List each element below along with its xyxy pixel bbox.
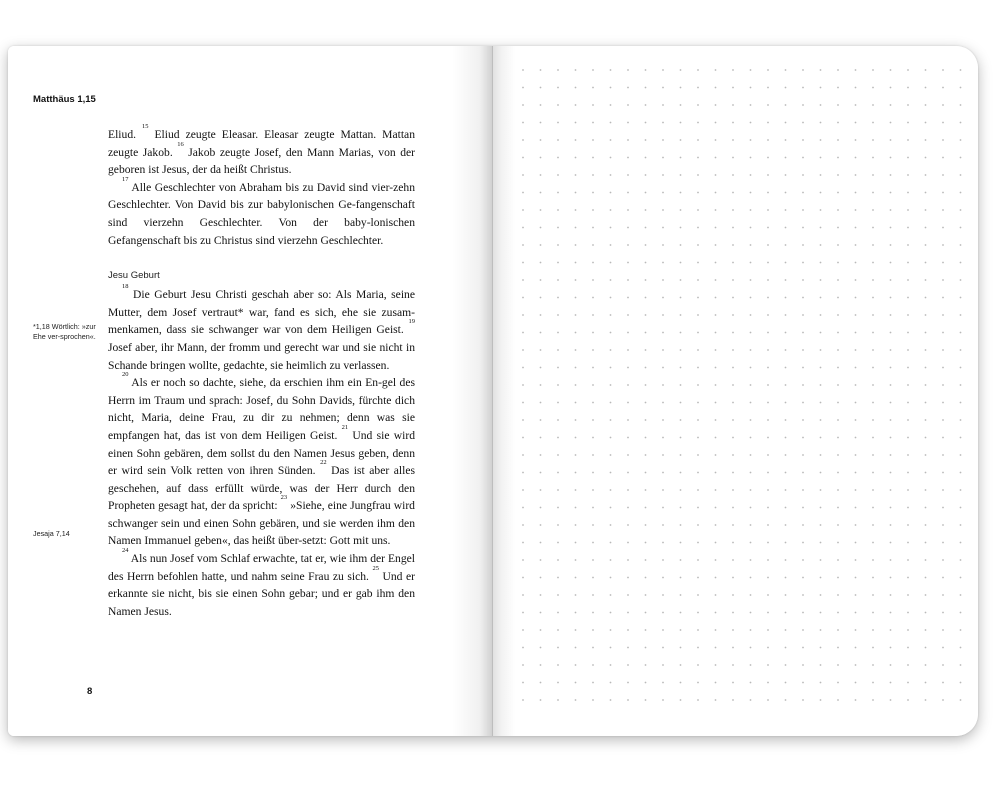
verse-text: Eliud zeugte Eleasar. Eleasar zeugte Mattan. Mattan zeugte Jakob. [108, 128, 415, 159]
running-head: Matthäus 1,15 [33, 94, 96, 105]
paragraph [108, 123, 416, 179]
verse-text: »Siehe, eine Jungfrau wird schwanger sein und einen Sohn gebären, und sie werden ihm den Namen Immanuel geben«, das heißt über-setzt: Gott mit uns. [108, 499, 415, 548]
open-notebook [8, 46, 978, 736]
verse-text: Als nun Josef vom Schlaf erwachte, tat er, wie ihm der Engel des Herrn befohlen hatte, und nahm seine Frau zu sich. [108, 552, 415, 583]
paragraph [108, 547, 415, 620]
scripture-text [108, 123, 416, 620]
section-heading: Jesu Geburt [108, 270, 160, 282]
verse-text: Das ist aber alles geschehen, auf dass erfüllt würde, was der Herr durch den Propheten gesagt hat, der da spricht: [108, 464, 415, 513]
verse-text: Josef aber, ihr Mann, der fromm und gerecht war und sie nicht in Schande bringen wollte, gedachte, sie heimlich zu verlassen. [108, 340, 415, 372]
page-number: 8 [87, 686, 93, 697]
verse-text: Jakob zeugte Josef, den Mann Marias, von der geboren ist Jesus, der da heißt Christus. [108, 145, 416, 177]
verse-number: 19 [408, 318, 415, 326]
verse-number: 16 [177, 140, 184, 148]
right-page-dot-grid [493, 46, 978, 736]
verse-number: 18 [122, 283, 129, 291]
verse-text: Die Geburt Jesu Christi geschah aber so: Als Maria, seine Mutter, dem Josef vertraut* war, fand es sich, ehe sie zusam-menkamen, dass sie schwanger war von dem Heiligen Geist. [108, 288, 415, 337]
verse-text: Als er noch so dachte, siehe, da erschien ihm ein En-gel des Herrn im Traum und sprach: Josef, du Sohn Davids, fürchte dich nicht, Maria, deine Frau, zu dir zu nehmen; denn was sie empfangen hat, das ist von dem Heiligen Geist. [108, 376, 415, 442]
verse-number: 23 [280, 494, 288, 502]
margin-note-cross-reference: Jesaja 7,14 [33, 529, 70, 538]
verse-number: 15 [142, 123, 149, 130]
spine-shadow [493, 46, 515, 736]
verse-text: Eliud. [108, 128, 142, 141]
paragraph [108, 283, 415, 374]
dot-grid [493, 46, 978, 736]
verse-number: 24 [122, 547, 129, 555]
paragraph [108, 371, 415, 550]
verse-number: 17 [122, 175, 129, 183]
verse-text: Und er erkannte sie nicht, bis sie einen Sohn gebar; und er gab ihm den Namen Jesus. [108, 569, 415, 618]
left-page [8, 46, 492, 736]
verse-text: Alle Geschlechter von Abraham bis zu David sind vier-zehn Geschlechter. Von David bis zur babylonischen Ge-fangenschaft sind vierzehn Geschlechter. Von der baby-lonischen Gefangenschaft bis zu Christus sind vierzehn Geschlechter. [108, 180, 415, 247]
verse-number: 21 [341, 423, 349, 431]
verse-number: 20 [122, 371, 129, 379]
paragraph [108, 175, 415, 249]
verse-number: 22 [320, 459, 327, 467]
verse-number: 25 [372, 564, 379, 572]
verse-text: Und sie wird einen Sohn gebären, dem sollst du den Namen Jesus geben, denn er wird sein Volk retten von ihren Sünden. [108, 428, 415, 478]
margin-note-footnote: *1,18 Wörtlich: »zur Ehe ver-sprochen«. [33, 322, 96, 341]
spine-shadow [452, 46, 492, 736]
